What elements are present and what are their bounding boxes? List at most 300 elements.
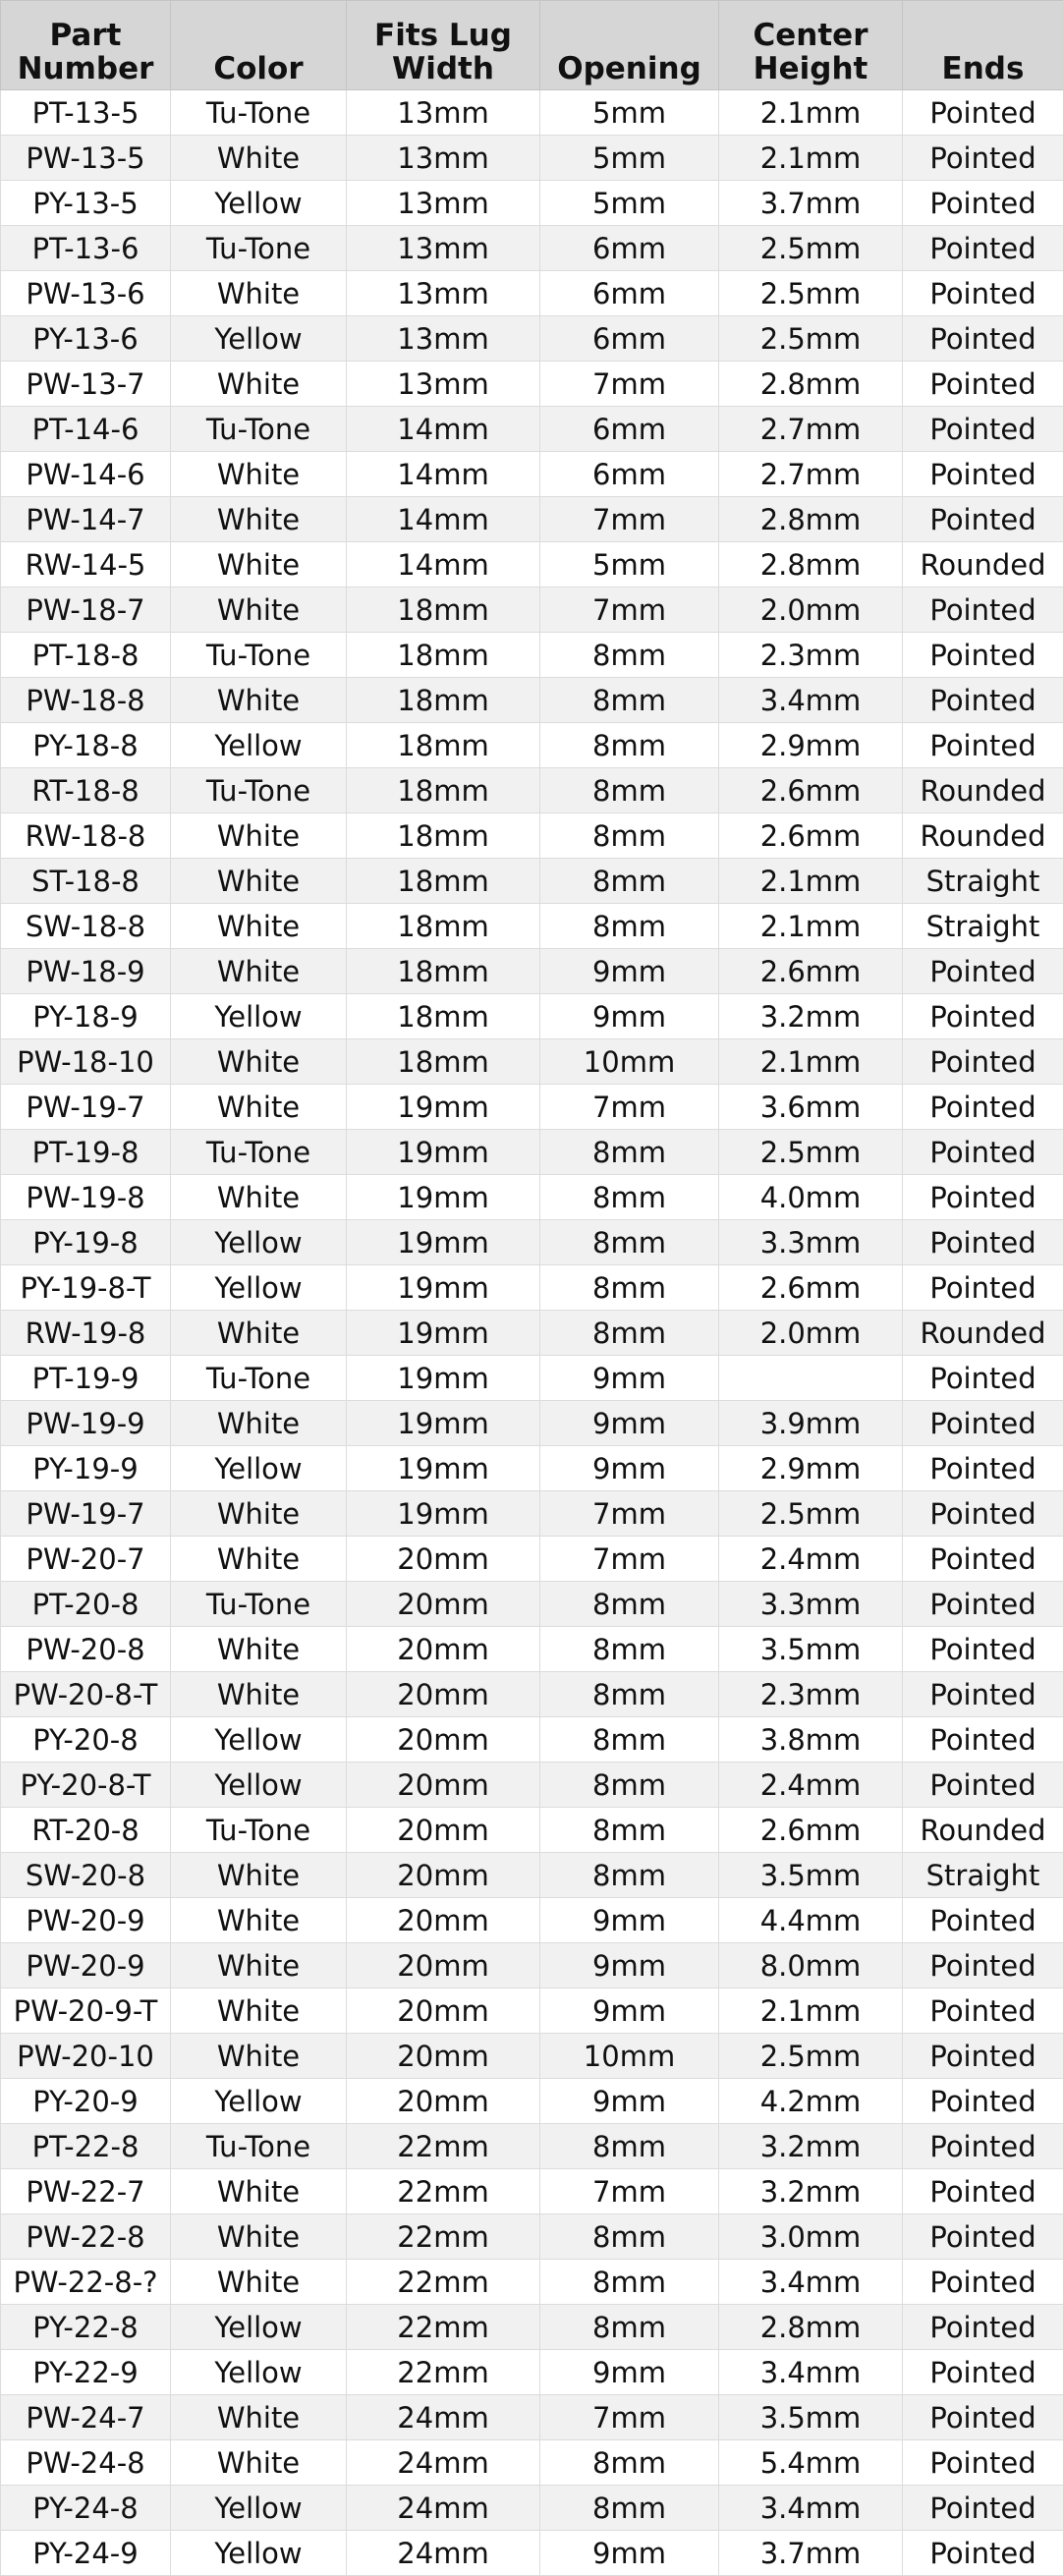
table-row [1, 1039, 1063, 1085]
table-row [1, 542, 1063, 588]
cell-opening: 9mm [540, 1401, 719, 1446]
table-row [1, 1808, 1063, 1853]
cell-fits-lug-width: 13mm [347, 362, 540, 407]
cell-color: Yellow [171, 1265, 347, 1311]
cell-opening: 9mm [540, 1943, 719, 1988]
table-row [1, 1582, 1063, 1627]
cell-fits-lug-width: 18mm [347, 633, 540, 678]
cell-fits-lug-width: 18mm [347, 723, 540, 768]
cell-fits-lug-width: 13mm [347, 226, 540, 271]
cell-fits-lug-width: 20mm [347, 1627, 540, 1672]
cell-part-number: PY-19-8-T [1, 1265, 171, 1311]
cell-center-height: 3.7mm [719, 181, 903, 226]
table-row [1, 2260, 1063, 2305]
cell-ends: Pointed [903, 1627, 1063, 1672]
table-row [1, 1446, 1063, 1491]
cell-center-height: 2.9mm [719, 723, 903, 768]
cell-fits-lug-width: 19mm [347, 1446, 540, 1491]
cell-ends: Rounded [903, 768, 1063, 813]
cell-part-number: PW-20-9-T [1, 1988, 171, 2034]
cell-color: Yellow [171, 181, 347, 226]
cell-opening: 6mm [540, 226, 719, 271]
cell-center-height: 3.4mm [719, 678, 903, 723]
cell-center-height: 2.9mm [719, 1446, 903, 1491]
cell-center-height: 2.5mm [719, 1130, 903, 1175]
cell-part-number: PW-22-7 [1, 2169, 171, 2214]
cell-fits-lug-width: 22mm [347, 2305, 540, 2350]
cell-part-number: PT-13-6 [1, 226, 171, 271]
header-part-number: Part Number [1, 1, 171, 90]
table-row [1, 1265, 1063, 1311]
cell-center-height: 3.3mm [719, 1582, 903, 1627]
header-center-height: Center Height [719, 1, 903, 90]
cell-opening: 7mm [540, 1085, 719, 1130]
table-row [1, 2079, 1063, 2124]
cell-color: White [171, 452, 347, 497]
cell-ends: Pointed [903, 2531, 1063, 2576]
cell-color: Yellow [171, 2305, 347, 2350]
table-row [1, 2214, 1063, 2260]
cell-opening: 8mm [540, 1130, 719, 1175]
cell-opening: 7mm [540, 2395, 719, 2440]
cell-part-number: PY-13-5 [1, 181, 171, 226]
cell-part-number: PW-22-8-? [1, 2260, 171, 2305]
cell-color: White [171, 1311, 347, 1356]
cell-opening: 8mm [540, 1672, 719, 1717]
cell-ends: Pointed [903, 362, 1063, 407]
cell-ends: Pointed [903, 633, 1063, 678]
cell-fits-lug-width: 18mm [347, 859, 540, 904]
cell-opening: 5mm [540, 136, 719, 181]
cell-opening: 9mm [540, 2079, 719, 2124]
cell-ends: Pointed [903, 1943, 1063, 1988]
cell-ends: Straight [903, 1853, 1063, 1898]
cell-opening: 8mm [540, 1311, 719, 1356]
cell-fits-lug-width: 18mm [347, 768, 540, 813]
table-row [1, 949, 1063, 994]
cell-center-height: 8.0mm [719, 1943, 903, 1988]
cell-fits-lug-width: 22mm [347, 2350, 540, 2395]
table-row [1, 1537, 1063, 1582]
cell-opening: 9mm [540, 2531, 719, 2576]
table-row [1, 90, 1063, 136]
cell-opening: 8mm [540, 813, 719, 859]
cell-opening: 6mm [540, 407, 719, 452]
cell-ends: Pointed [903, 1085, 1063, 1130]
cell-ends: Pointed [903, 1446, 1063, 1491]
table-row [1, 994, 1063, 1039]
cell-opening: 10mm [540, 2034, 719, 2079]
table-row [1, 1672, 1063, 1717]
cell-part-number: PW-13-5 [1, 136, 171, 181]
cell-center-height: 2.6mm [719, 813, 903, 859]
table-row [1, 1491, 1063, 1537]
cell-part-number: PW-24-8 [1, 2440, 171, 2486]
cell-fits-lug-width: 20mm [347, 1988, 540, 2034]
cell-opening: 8mm [540, 723, 719, 768]
cell-color: Tu-Tone [171, 1356, 347, 1401]
table-row [1, 2395, 1063, 2440]
cell-center-height: 3.7mm [719, 2531, 903, 2576]
table-row [1, 1988, 1063, 2034]
cell-color: Tu-Tone [171, 633, 347, 678]
cell-fits-lug-width: 19mm [347, 1175, 540, 1220]
cell-center-height: 2.7mm [719, 407, 903, 452]
cell-ends: Pointed [903, 1763, 1063, 1808]
cell-ends: Pointed [903, 1672, 1063, 1717]
cell-ends: Pointed [903, 90, 1063, 136]
cell-color: White [171, 1898, 347, 1943]
table-row [1, 2305, 1063, 2350]
table-row [1, 497, 1063, 542]
cell-opening: 9mm [540, 1446, 719, 1491]
cell-part-number: PW-20-10 [1, 2034, 171, 2079]
table-row [1, 1085, 1063, 1130]
cell-part-number: PW-20-9 [1, 1943, 171, 1988]
cell-fits-lug-width: 18mm [347, 678, 540, 723]
cell-fits-lug-width: 20mm [347, 1537, 540, 1582]
cell-center-height: 3.5mm [719, 1853, 903, 1898]
cell-opening: 8mm [540, 1763, 719, 1808]
cell-ends: Pointed [903, 1175, 1063, 1220]
cell-ends: Pointed [903, 1717, 1063, 1763]
cell-fits-lug-width: 19mm [347, 1356, 540, 1401]
cell-ends: Pointed [903, 2214, 1063, 2260]
cell-ends: Pointed [903, 1537, 1063, 1582]
cell-color: White [171, 1039, 347, 1085]
cell-fits-lug-width: 13mm [347, 316, 540, 362]
cell-fits-lug-width: 20mm [347, 1763, 540, 1808]
cell-opening: 8mm [540, 2486, 719, 2531]
cell-ends: Pointed [903, 1356, 1063, 1401]
table-row [1, 1356, 1063, 1401]
cell-color: Tu-Tone [171, 226, 347, 271]
cell-part-number: PT-22-8 [1, 2124, 171, 2169]
cell-color: Yellow [171, 1446, 347, 1491]
cell-part-number: PW-24-7 [1, 2395, 171, 2440]
cell-part-number: RW-19-8 [1, 1311, 171, 1356]
table-row [1, 1898, 1063, 1943]
cell-ends: Pointed [903, 588, 1063, 633]
cell-ends: Pointed [903, 452, 1063, 497]
cell-ends: Pointed [903, 723, 1063, 768]
cell-opening: 9mm [540, 994, 719, 1039]
cell-opening: 8mm [540, 1220, 719, 1265]
cell-center-height: 2.1mm [719, 90, 903, 136]
cell-center-height: 2.8mm [719, 2305, 903, 2350]
cell-ends: Pointed [903, 497, 1063, 542]
cell-color: White [171, 362, 347, 407]
cell-fits-lug-width: 22mm [347, 2260, 540, 2305]
cell-part-number: PY-20-8 [1, 1717, 171, 1763]
cell-ends: Rounded [903, 1808, 1063, 1853]
table-row [1, 181, 1063, 226]
cell-center-height: 2.8mm [719, 542, 903, 588]
table-row [1, 1627, 1063, 1672]
cell-opening: 8mm [540, 2124, 719, 2169]
cell-part-number: PY-19-8 [1, 1220, 171, 1265]
cell-color: Yellow [171, 723, 347, 768]
cell-opening: 8mm [540, 1175, 719, 1220]
cell-center-height: 5.4mm [719, 2440, 903, 2486]
cell-part-number: PY-19-9 [1, 1446, 171, 1491]
header-ends: Ends [903, 1, 1063, 90]
table-row [1, 1763, 1063, 1808]
cell-opening: 6mm [540, 271, 719, 316]
cell-center-height: 2.0mm [719, 1311, 903, 1356]
cell-color: White [171, 2214, 347, 2260]
cell-color: White [171, 678, 347, 723]
cell-center-height: 3.6mm [719, 1085, 903, 1130]
cell-fits-lug-width: 20mm [347, 1672, 540, 1717]
cell-color: Yellow [171, 1763, 347, 1808]
cell-center-height: 4.4mm [719, 1898, 903, 1943]
cell-center-height: 3.3mm [719, 1220, 903, 1265]
cell-color: White [171, 1537, 347, 1582]
cell-ends: Pointed [903, 2079, 1063, 2124]
cell-fits-lug-width: 24mm [347, 2486, 540, 2531]
cell-center-height: 2.6mm [719, 1808, 903, 1853]
cell-opening: 8mm [540, 859, 719, 904]
cell-part-number: PW-18-7 [1, 588, 171, 633]
cell-fits-lug-width: 24mm [347, 2531, 540, 2576]
cell-part-number: RW-18-8 [1, 813, 171, 859]
cell-ends: Pointed [903, 181, 1063, 226]
cell-center-height: 3.0mm [719, 2214, 903, 2260]
cell-part-number: SW-20-8 [1, 1853, 171, 1898]
cell-center-height: 3.2mm [719, 2124, 903, 2169]
cell-part-number: PW-20-9 [1, 1898, 171, 1943]
cell-color: White [171, 1943, 347, 1988]
cell-center-height: 3.2mm [719, 2169, 903, 2214]
cell-fits-lug-width: 19mm [347, 1265, 540, 1311]
cell-part-number: PT-13-5 [1, 90, 171, 136]
cell-center-height: 2.5mm [719, 271, 903, 316]
table-row [1, 678, 1063, 723]
cell-part-number: PW-18-8 [1, 678, 171, 723]
table-row [1, 2169, 1063, 2214]
cell-center-height: 2.1mm [719, 859, 903, 904]
cell-center-height: 2.8mm [719, 362, 903, 407]
cell-fits-lug-width: 19mm [347, 1085, 540, 1130]
table-row [1, 1130, 1063, 1175]
cell-ends: Straight [903, 904, 1063, 949]
cell-color: Yellow [171, 1717, 347, 1763]
cell-center-height: 2.7mm [719, 452, 903, 497]
cell-center-height: 2.0mm [719, 588, 903, 633]
cell-fits-lug-width: 22mm [347, 2214, 540, 2260]
cell-center-height: 2.1mm [719, 1988, 903, 2034]
cell-ends: Pointed [903, 2034, 1063, 2079]
cell-ends: Pointed [903, 1265, 1063, 1311]
cell-part-number: PW-20-8-T [1, 1672, 171, 1717]
cell-part-number: PT-19-8 [1, 1130, 171, 1175]
cell-part-number: PW-13-7 [1, 362, 171, 407]
cell-opening: 6mm [540, 316, 719, 362]
cell-opening: 5mm [540, 181, 719, 226]
cell-color: Yellow [171, 2079, 347, 2124]
cell-fits-lug-width: 14mm [347, 542, 540, 588]
cell-fits-lug-width: 19mm [347, 1130, 540, 1175]
cell-color: White [171, 271, 347, 316]
cell-ends: Pointed [903, 1130, 1063, 1175]
cell-opening: 8mm [540, 904, 719, 949]
cell-fits-lug-width: 20mm [347, 1853, 540, 1898]
cell-color: Yellow [171, 316, 347, 362]
cell-fits-lug-width: 19mm [347, 1220, 540, 1265]
cell-fits-lug-width: 18mm [347, 949, 540, 994]
cell-part-number: PY-24-9 [1, 2531, 171, 2576]
cell-part-number: SW-18-8 [1, 904, 171, 949]
cell-ends: Pointed [903, 136, 1063, 181]
header-fits-lug-width: Fits Lug Width [347, 1, 540, 90]
cell-ends: Pointed [903, 2305, 1063, 2350]
cell-opening: 8mm [540, 768, 719, 813]
cell-fits-lug-width: 19mm [347, 1401, 540, 1446]
cell-center-height: 2.5mm [719, 1491, 903, 1537]
cell-color: Tu-Tone [171, 90, 347, 136]
cell-part-number: RW-14-5 [1, 542, 171, 588]
cell-color: White [171, 2395, 347, 2440]
cell-part-number: PW-19-7 [1, 1491, 171, 1537]
cell-fits-lug-width: 24mm [347, 2395, 540, 2440]
table-row [1, 768, 1063, 813]
cell-color: White [171, 1175, 347, 1220]
cell-part-number: PW-22-8 [1, 2214, 171, 2260]
cell-ends: Pointed [903, 2350, 1063, 2395]
table-row [1, 1943, 1063, 1988]
cell-part-number: PW-19-7 [1, 1085, 171, 1130]
cell-ends: Pointed [903, 949, 1063, 994]
cell-opening: 8mm [540, 2440, 719, 2486]
header-color: Color [171, 1, 347, 90]
cell-center-height: 3.5mm [719, 2395, 903, 2440]
cell-center-height: 2.3mm [719, 633, 903, 678]
cell-fits-lug-width: 24mm [347, 2440, 540, 2486]
cell-opening: 8mm [540, 2260, 719, 2305]
cell-part-number: PY-13-6 [1, 316, 171, 362]
cell-color: Yellow [171, 2350, 347, 2395]
cell-opening: 7mm [540, 1537, 719, 1582]
cell-opening: 8mm [540, 633, 719, 678]
cell-color: White [171, 813, 347, 859]
cell-ends: Pointed [903, 1491, 1063, 1537]
cell-part-number: PW-18-9 [1, 949, 171, 994]
cell-fits-lug-width: 14mm [347, 452, 540, 497]
cell-center-height: 3.4mm [719, 2260, 903, 2305]
table-row [1, 1401, 1063, 1446]
cell-fits-lug-width: 13mm [347, 271, 540, 316]
cell-fits-lug-width: 18mm [347, 994, 540, 1039]
cell-fits-lug-width: 19mm [347, 1311, 540, 1356]
cell-color: Tu-Tone [171, 768, 347, 813]
cell-opening: 7mm [540, 362, 719, 407]
cell-part-number: PY-18-9 [1, 994, 171, 1039]
cell-center-height: 2.4mm [719, 1763, 903, 1808]
cell-part-number: PW-14-6 [1, 452, 171, 497]
cell-ends: Straight [903, 859, 1063, 904]
cell-color: White [171, 2169, 347, 2214]
cell-center-height: 2.5mm [719, 316, 903, 362]
cell-color: White [171, 1085, 347, 1130]
table-row [1, 588, 1063, 633]
cell-part-number: PT-20-8 [1, 1582, 171, 1627]
cell-opening: 7mm [540, 588, 719, 633]
cell-ends: Pointed [903, 1220, 1063, 1265]
cell-center-height: 2.8mm [719, 497, 903, 542]
cell-opening: 9mm [540, 1356, 719, 1401]
cell-part-number: PY-22-9 [1, 2350, 171, 2395]
cell-part-number: PW-14-7 [1, 497, 171, 542]
header-row [1, 1, 1063, 90]
cell-ends: Pointed [903, 2124, 1063, 2169]
cell-opening: 5mm [540, 542, 719, 588]
cell-color: White [171, 136, 347, 181]
cell-part-number: PW-18-10 [1, 1039, 171, 1085]
table-row [1, 136, 1063, 181]
cell-center-height: 2.1mm [719, 904, 903, 949]
cell-color: Yellow [171, 2531, 347, 2576]
header-opening: Opening [540, 1, 719, 90]
table-row [1, 271, 1063, 316]
cell-part-number: ST-18-8 [1, 859, 171, 904]
cell-color: White [171, 1627, 347, 1672]
cell-fits-lug-width: 20mm [347, 1582, 540, 1627]
table-row [1, 362, 1063, 407]
cell-center-height: 2.6mm [719, 949, 903, 994]
cell-opening: 8mm [540, 2214, 719, 2260]
cell-part-number: RT-18-8 [1, 768, 171, 813]
table-row [1, 904, 1063, 949]
cell-center-height: 2.3mm [719, 1672, 903, 1717]
table-row [1, 2124, 1063, 2169]
cell-opening: 8mm [540, 1582, 719, 1627]
cell-color: White [171, 588, 347, 633]
cell-ends: Pointed [903, 2486, 1063, 2531]
cell-center-height: 2.5mm [719, 226, 903, 271]
cell-ends: Pointed [903, 2440, 1063, 2486]
cell-color: White [171, 1988, 347, 2034]
cell-color: White [171, 904, 347, 949]
cell-opening: 8mm [540, 2305, 719, 2350]
cell-center-height: 3.4mm [719, 2486, 903, 2531]
cell-ends: Pointed [903, 994, 1063, 1039]
cell-fits-lug-width: 20mm [347, 1717, 540, 1763]
cell-opening: 7mm [540, 497, 719, 542]
cell-ends: Pointed [903, 316, 1063, 362]
cell-ends: Pointed [903, 271, 1063, 316]
cell-part-number: PT-14-6 [1, 407, 171, 452]
table-header [1, 1, 1063, 90]
table-row [1, 2531, 1063, 2576]
cell-center-height: 2.1mm [719, 1039, 903, 1085]
cell-ends: Pointed [903, 2260, 1063, 2305]
cell-fits-lug-width: 22mm [347, 2169, 540, 2214]
cell-center-height [719, 1356, 903, 1401]
cell-color: White [171, 2440, 347, 2486]
cell-fits-lug-width: 22mm [347, 2124, 540, 2169]
table-row [1, 2034, 1063, 2079]
cell-center-height: 3.8mm [719, 1717, 903, 1763]
cell-opening: 9mm [540, 949, 719, 994]
cell-color: Tu-Tone [171, 1130, 347, 1175]
cell-fits-lug-width: 18mm [347, 588, 540, 633]
cell-center-height: 3.9mm [719, 1401, 903, 1446]
cell-fits-lug-width: 18mm [347, 813, 540, 859]
cell-ends: Rounded [903, 1311, 1063, 1356]
table-body [1, 90, 1063, 2576]
cell-ends: Pointed [903, 1401, 1063, 1446]
